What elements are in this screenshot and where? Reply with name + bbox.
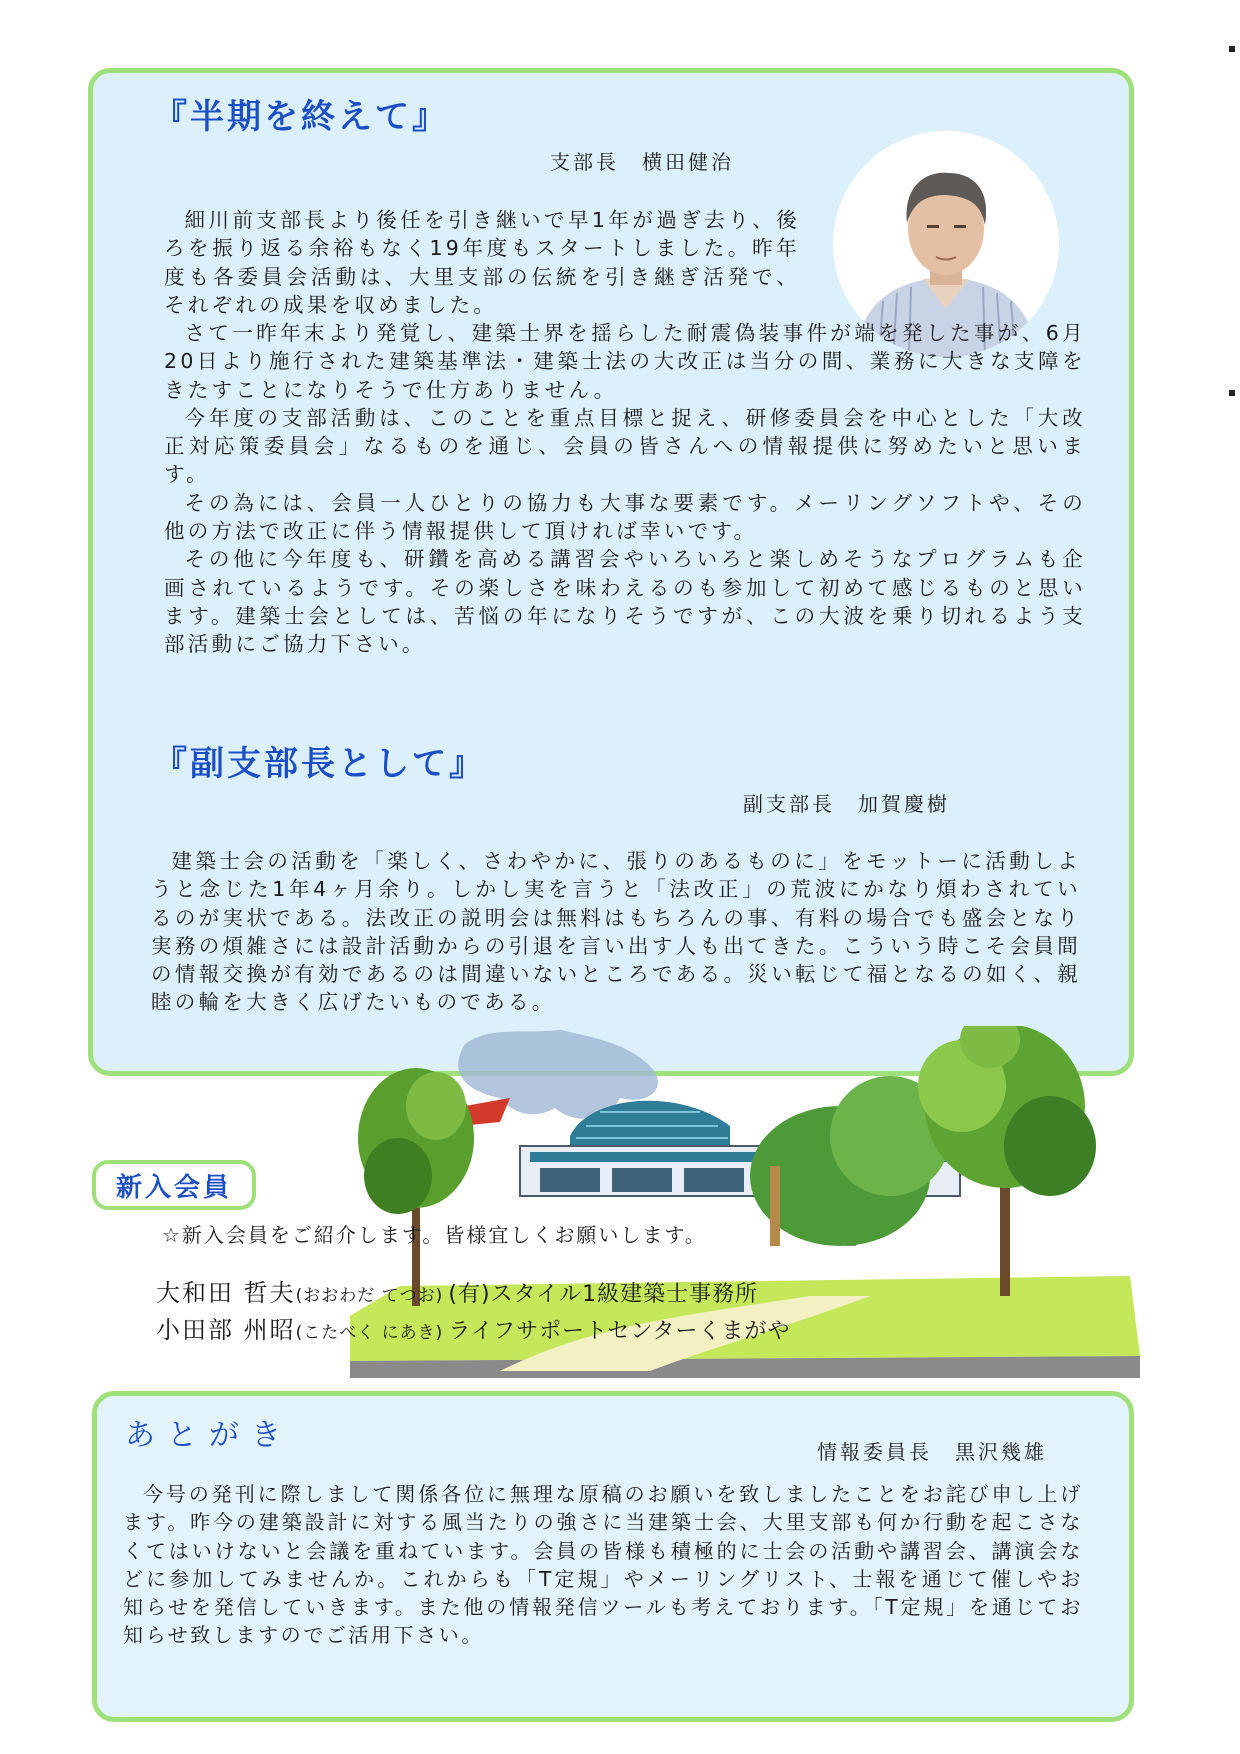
article1-paragraph-3: 今年度の支部活動は、このことを重点目標と捉え、研修委員会を中心とした「大改正対応策委員会」なるものを通じ、会員の皆さんへの情報提供に努めたいと思います。 [164,405,1086,487]
article1-byline: 支部長 横田健治 [550,150,734,174]
member-kana: (こたべく にあき) [295,1323,444,1343]
article1-title: 『半期を終えて』 [153,97,449,137]
new-members-tag: 新入会員 [92,1160,256,1210]
statue [770,1166,780,1246]
article1-paragraph-5: その他に今年度も、研鑽を高める講習会やいろいろと楽しめそうなプログラムも企画されているようです。その楽しさを味わえるのも参加して初めて感じるものと思います。建築士会としては、苦悩の年になりそうですが、この大波を乗り切れるよう支部活動にご協力下さい。 [164,547,1086,657]
member-kana: (おおわだ てつお) [295,1286,444,1306]
afterword-panel [92,1391,1134,1722]
article2-title: 『副支部長として』 [153,744,486,784]
article2-byline: 副支部長 加賀慶樹 [743,792,950,816]
member-row [156,1310,791,1345]
member-row [156,1273,758,1308]
scan-mark [1229,390,1235,396]
article1-paragraph-4: その為には、会員一人ひとりの協力も大事な要素です。メーリングソフトや、その他の方法で改正に伴う情報提供して頂ければ幸いです。 [164,490,1086,544]
article1-paragraph-2: さて一昨年末より発覚し、建築士界を揺らした耐震偽装事件が端を発した事が、6月20日より施行された建築基準法・建築士法の大改正は当分の間、業務に大きな支障をきたすことになりそうで仕方ありません。 [164,321,1086,402]
afterword-title: あとがき [125,1418,293,1453]
member-office: ライフサポートセンターくまがや [448,1319,791,1344]
articles-panel [88,68,1134,1076]
member-name: 大和田 哲夫 [156,1279,296,1307]
member-name: 小田部 州昭 [156,1316,296,1344]
afterword-paragraph: 今号の発刊に際しまして関係各位に無理な原稿のお願いを致しましたことをお詫び申し上げます。昨今の建築設計に対する風当たりの強さに当建築士会、大里支部も何か行動を起こさなくてはいけないと会議を重ねています。会員の皆様も積極的に士会の活動や講習会、講演会などに参加してみませんか。これからも「T定規」やメーリングリスト、士報を通じて催しやお知らせを発信していきます。また他の情報発信ツールも考えております。「T定規」を通じてお知らせ致しますのでご活用下さい。 [123,1482,1083,1648]
scan-mark [1229,46,1235,52]
article1-paragraph-1: 細川前支部長より後任を引き継いで早1年が過ぎ去り、後ろを振り返る余裕もなく19年度もスタートしました。昨年度も各委員会活動は、大里支部の伝統を引き継ぎ活発で、それぞれの成果を収めました。 [164,208,800,317]
member-office: (有)スタイル1級建築士事務所 [448,1282,759,1307]
new-members-intro: ☆新入会員をご紹介します。皆様宜しくお願いします。 [162,1223,707,1247]
afterword-byline: 情報委員長 黒沢幾雄 [817,1440,1047,1464]
article1-body [164,319,1086,659]
left-trees [358,1068,474,1306]
right-trees [750,1026,1096,1296]
article2-paragraph-1: 建築士会の活動を「楽しく、さわやかに、張りのあるものに」をモットーに活動しようと念じた1年4ヶ月余り。しかし実を言うと「法改正」の荒波にかなり煩わされているのが実状である。法改正の説明会は無料はもちろんの事、有料の場合でも盛会となり実務の煩雑さには設計活動からの引退を言い出す人も出てきた。こういう時こそ会員間の情報交換が有効であるのは間違いないところである。災い転じて福となるの如く、親睦の輪を大きく広げたいものである。 [151,849,1081,1015]
